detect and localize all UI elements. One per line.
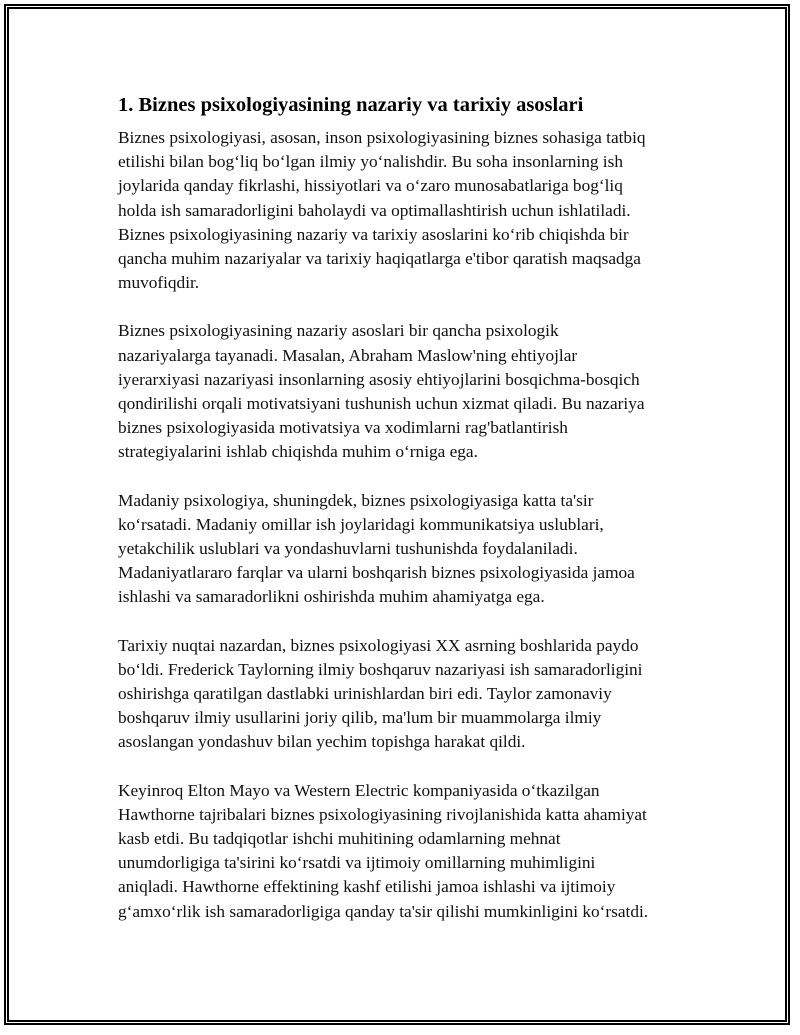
paragraph-hawthorne: Keyinroq Elton Mayo va Western Electric kompaniyasida o‘tkazilgan Hawthorne tajribalari biznes psixologiyasining rivojlanishida katta ahamiyat kasb etdi. Bu tadqiqotlar ishchi muhitining odamlarning mehnat unumdorligiga ta'sirini ko‘rsatdi va ijtimoiy omillarning muhimligini aniqladi. Hawthorne effektining kashf etilishi jamoa ishlashi va ijtimoiy g‘amxo‘rlik ish samaradorligiga qanday ta'sir qilishi mumkinligini ko‘rsatdi. <box>118 780 649 921</box>
section-heading: 1. Biznes psixologiyasining nazariy va tarixiy asoslari <box>118 94 584 116</box>
paragraph-history: Tarixiy nuqtai nazardan, biznes psixologiyasi XX asrning boshlarida paydo bo‘ldi. Frederick Taylorning ilmiy boshqaruv nazariyasi ish samaradorligini oshirishga qaratilgan dastlabki urinishlardan biri edi. Taylor zamonaviy boshqaruv ilmiy usullarini joriy qilib, ma'lum bir muammolarga ilmiy asoslangan yondashuv bilan yechim topishga harakat qildi. <box>118 635 643 752</box>
paragraph-intro: Biznes psixologiyasi, asosan, inson psixologiyasining biznes sohasiga tatbiq etilishi bilan bog‘liq bo‘lgan ilmiy yo‘nalishdir. Bu soha insonlarning ish joylarida qanday fikrlashi, hissiyotlari va o‘zaro munosabatlariga bog‘liq holda ish samaradorligini baholaydi va optimallashtirish uchun ishlatiladi. Biznes psixologiyasining nazariy va tarixiy asoslarini ko‘rib chiqishda bir qancha muhim nazariyalar va tarixiy haqiqatlarga e'tibor qaratish maqsadga muvofiqdir. <box>118 128 646 293</box>
document-body <box>118 92 698 948</box>
paragraph-theory: Biznes psixologiyasining nazariy asoslari bir qancha psixologik nazariyalarga tayanadi. Masalan, Abraham Maslow'ning ehtiyojlar iyerarxiyasi nazariyasi insonlarning asosiy ehtiyojlarini bosqichma-bosqich qondirilishi orqali motivatsiyani tushunish uchun xizmat qiladi. Bu nazariya biznes psixologiyasida motivatsiya va xodimlarni rag'batlantirish strategiyalarini ishlab chiqishda muhim o‘rniga ega. <box>118 321 645 462</box>
paragraph-culture: Madaniy psixologiya, shuningdek, biznes psixologiyasiga katta ta'sir ko‘rsatadi. Madaniy omillar ish joylaridagi kommunikatsiya uslublari, yetakchilik uslublari va yondashuvlarni tushunishda foydalaniladi. Madaniyatlararo farqlar va ularni boshqarish biznes psixologiyasida jamoa ishlashi va samaradorlikni oshirishda muhim ahamiyatga ega. <box>118 490 635 607</box>
